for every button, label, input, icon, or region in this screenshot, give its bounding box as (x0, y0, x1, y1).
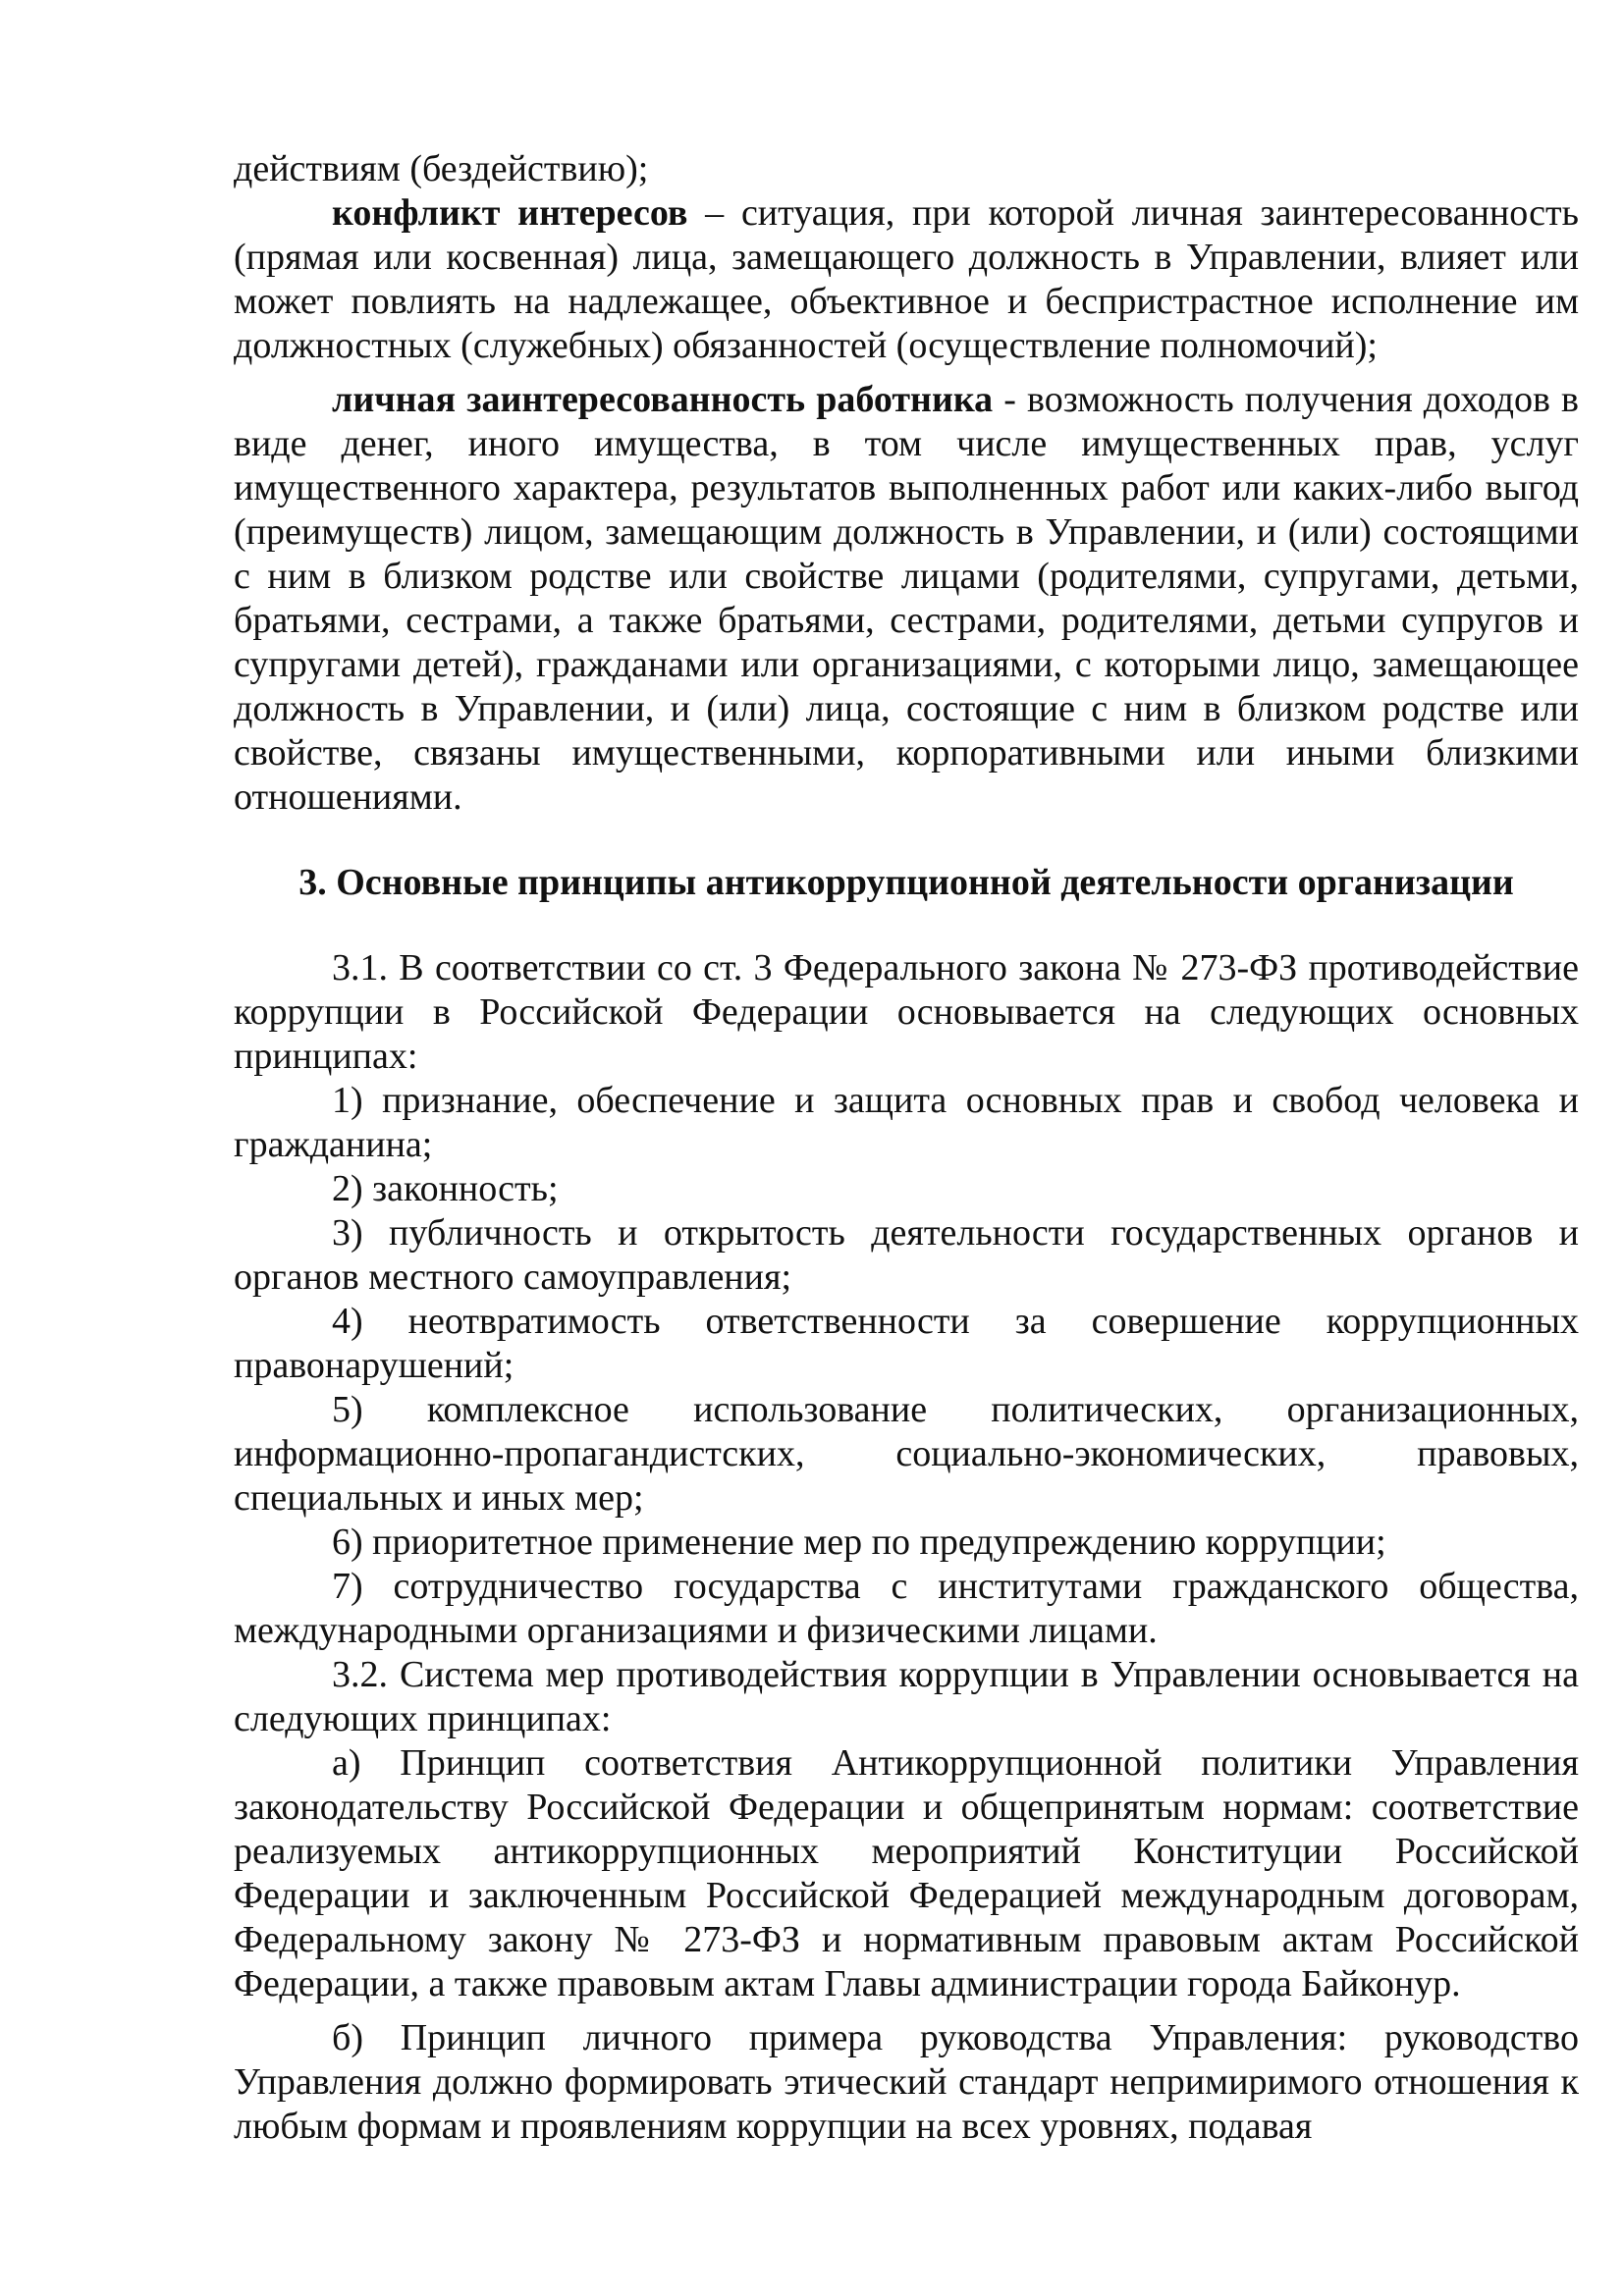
definition-conflict-of-interest (234, 191, 1579, 368)
list-item: 7) сотрудничество государства с институтами гражданского общества, международными организациями и физическими лицами. (234, 1566, 1579, 1651)
paragraph-3-1: 3.1. В соответствии со ст. 3 Федерального закона № 273-ФЗ противодействие коррупции в Российской Федерации основывается на следующих основных принципах: (234, 947, 1579, 1077)
list-item: 4) неотвратимость ответственности за совершение коррупционных правонарушений; (234, 1301, 1579, 1386)
list-item: 2) законность; (332, 1168, 559, 1209)
paragraph-b: б) Принцип личного примера руководства Управления: руководство Управления должно формировать этический стандарт непримиримого отношения к любым формам и проявлениям коррупции на всех уровнях, подавая (234, 2017, 1579, 2147)
document-page (234, 147, 1579, 2149)
definition-personal-interest (234, 378, 1579, 820)
term-conflict-of-interest: конфликт интересов (332, 192, 688, 234)
term-personal-interest: личная заинтересованность работника (332, 379, 994, 420)
principles-list (234, 1079, 1579, 1653)
list-item: 6) приоритетное применение мер по предупреждению коррупции; (332, 1522, 1386, 1563)
definition-text: - возможность получения доходов в виде денег, иного имущества, в том числе имущественных прав, услуг имущественного характера, результатов выполненных работ или каких-либо выгод (преимуществ) лицом, замещающим должность в Управлении, и (или) состоящими с ним в близком родстве или свойстве лицами (родителями, супругами, детьми, братьями, сестрами, а также братьями, сестрами, родителями, детьми супругов и супругами детей), гражданами или организациями, с которыми лицо, замещающее должность в Управлении, и (или) лица, состоящие с ним в близком родстве или свойстве, связаны имущественными, корпоративными или иными близкими отношениями. (234, 379, 1579, 818)
paragraph-3-2: 3.2. Система мер противодействия коррупции в Управлении основывается на следующих принципах: (234, 1654, 1579, 1739)
list-item: 1) признание, обеспечение и защита основных прав и свобод человека и гражданина; (234, 1080, 1579, 1165)
list-item: 3) публичность и открытость деятельности государственных органов и органов местного самоуправления; (234, 1212, 1579, 1298)
section-heading: 3. Основные принципы антикоррупционной деятельности организации (298, 862, 1514, 903)
paragraph-a: а) Принцип соответствия Антикоррупционной политики Управления законодательству Российской Федерации и общепринятым нормам: соответствие реализуемых антикоррупционных мероприятий Конституции Российской Федерации и заключенным Российской Федерацией международным договорам, Федеральному закону № 273-ФЗ и нормативным правовым актам Российской Федерации, а также правовым актам Главы администрации города Байконур. (234, 1742, 1579, 2004)
paragraph-continuation: действиям (бездействию); (234, 148, 649, 189)
list-item: 5) комплексное использование политических, организационных, информационно-пропагандистских, социально-экономических, правовых, специальных и иных мер; (234, 1389, 1579, 1519)
definition-text: – ситуация, при которой личная заинтересованность (прямая или косвенная) лица, замещающего должность в Управлении, влияет или может повлиять на надлежащее, объективное и беспристрастное исполнение им должностных (служебных) обязанностей (осуществление полномочий); (234, 192, 1579, 366)
